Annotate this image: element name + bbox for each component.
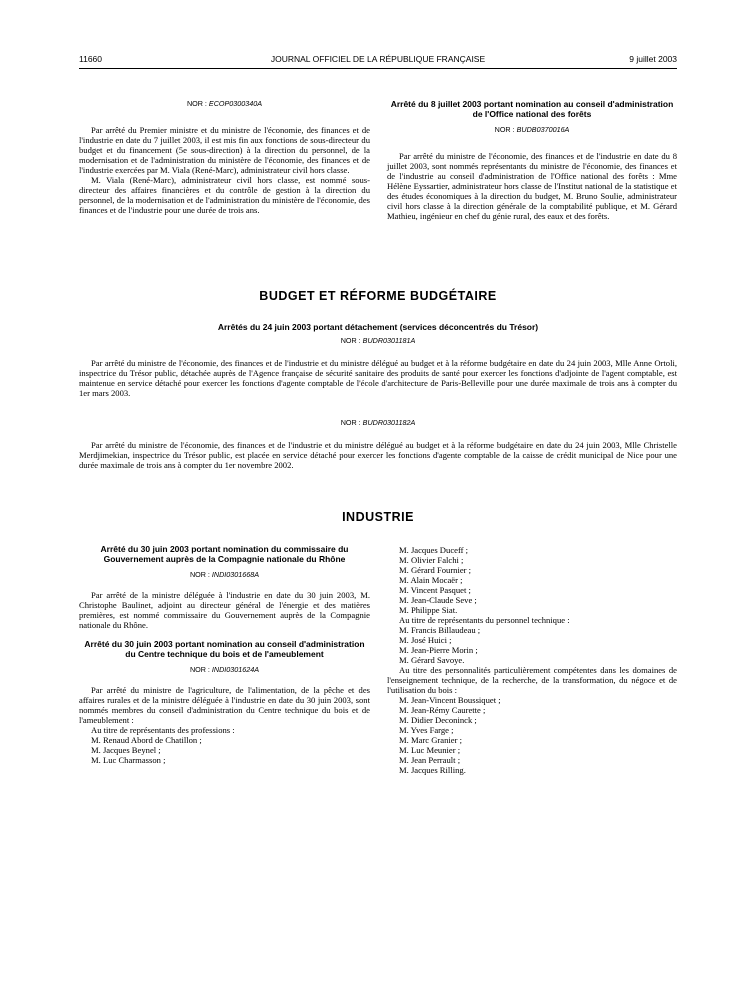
list-item: M. Jacques Beynel ; [91, 745, 161, 755]
arrete-paragraph: M. Viala (René-Marc), administrateur civil hors classe, est nommé sous-directeur des affaires financières et du contrôle de gestion à la direction du personnel, de la modernisation et de l'administration du ministère de l'économie, des finances et de l'industrie pour une durée de trois ans. [79, 175, 370, 215]
list-item: M. José Huici ; [399, 635, 452, 645]
journal-title: JOURNAL OFFICIEL DE LA RÉPUBLIQUE FRANÇAISE [270, 54, 486, 64]
nor-reference: NOR : BUDR0301182A [340, 417, 416, 427]
nor-reference: NOR : INDI0301668A [189, 570, 260, 579]
issue-date: 9 juillet 2003 [629, 54, 677, 64]
top-left-column [79, 99, 370, 215]
arrete-paragraph: Par arrêté du ministre de l'économie, des finances et de l'industrie et du ministre délégué au budget et à la réforme budgétaire en date du 24 juin 2003, Mlle Christelle Merdjimekian, inspectrice du Trésor public, est placée en service détaché pour exercer les fonctions d'agente comptable de la caisse de crédit municipal de Nice pour une durée maximale de trois ans à compter du 1er novembre 2002. [79, 439, 677, 470]
list-item: M. Vincent Pasquet ; [399, 585, 471, 595]
nor-code: BUDR0301182A [362, 417, 416, 427]
nor-reference: NOR : BUDB0370016A [494, 125, 570, 134]
arrete-title: Arrêté du 8 juillet 2003 portant nomination au conseil d'administration de l'Office national des forêts [390, 99, 674, 119]
list-item: M. Renaud Abord de Chatillon ; [91, 735, 202, 745]
page-number: 11660 [79, 54, 103, 64]
list-item: M. Jean-Vincent Boussiquet ; [399, 695, 501, 705]
list-heading: Au titre des personnalités particulièrement compétentes dans les domaines de l'enseignement technique, de la recherche, de la transformation, du négoce et de l'utilisation du bois : [387, 665, 677, 695]
industrie-right-column [387, 545, 677, 775]
header-rule [79, 68, 677, 69]
arrete-paragraph: Par arrêté du ministre de l'économie, des finances et de l'industrie en date du 8 juillet 2003, sont nommés représentants du ministre de l'économie, des finances et de l'industrie au conseil d'administration de l'Office national des forêts : Mme Hélène Eyssartier, administrateur hors classe de l'Institut national de la statistique et des études économiques à la direction du budget, M. Bruno Soulie, administrateur civil hors classe à la direction générale de la comptabilité publique, et M. Gérard Mathieu, ingénieur en chef du génie rural, des eaux et des forêts. [387, 151, 677, 221]
nor-reference: NOR : ECOP0300340A [186, 99, 263, 108]
nor-code: ECOP0300340A [208, 99, 263, 108]
list-item: M. Jean Perrault ; [399, 755, 461, 765]
list-item: M. Luc Charmasson ; [91, 755, 166, 765]
list-heading: Au titre de représentants du personnel technique : [399, 615, 570, 625]
list-item: M. Luc Meunier ; [399, 745, 461, 755]
budget-section [79, 323, 677, 470]
list-item: M. Jean-Claude Seve ; [399, 595, 477, 605]
list-item: M. Jean-Rémy Caurette ; [399, 705, 486, 715]
list-item: M. Marc Granier ; [399, 735, 462, 745]
arrete-paragraph: Par arrêté du ministre de l'agriculture, de l'alimentation, de la pêche et des affaires rurales et de la ministre déléguée à l'industrie en date du 30 juin 2003, sont nommés membres du conseil d'administration du Centre technique du bois et de l'ameublement : [79, 685, 370, 725]
list-item: M. Yves Farge ; [399, 725, 454, 735]
nor-code: BUDR0301181A [362, 335, 416, 345]
list-item: M. Jacques Rilling. [399, 765, 466, 775]
list-item: M. Didier Deconinck ; [399, 715, 477, 725]
nor-reference: NOR : INDI0301624A [189, 665, 260, 674]
list-item: M. Alain Mocaër ; [399, 575, 463, 585]
arrete-paragraph: Par arrêté du Premier ministre et du ministre de l'économie, des finances et de l'industrie en date du 7 juillet 2003, il est mis fin aux fonctions de sous-directeur du budget et du financement (5e sous-direction) à la direction du personnel, de la modernisation et de l'administration du ministère de l'économie, des finances et de l'industrie exercées par M. Viala (René-Marc), administrateur civil hors classe. [79, 125, 370, 175]
nor-reference: NOR : BUDR0301181A [340, 335, 416, 345]
list-item: M. Gérard Fournier ; [399, 565, 472, 575]
nor-code: BUDB0370016A [516, 125, 570, 134]
arrete-paragraph: Par arrêté de la ministre déléguée à l'industrie en date du 30 juin 2003, M. Christophe Baulinet, adjoint au directeur général de l'énergie et des matières premières, est nommé commissaire du Gouvernement auprès de la Compagnie nationale du Rhône. [79, 590, 370, 630]
arrete-title: Arrêtés du 24 juin 2003 portant détachement (services déconcentrés du Trésor) [217, 322, 539, 332]
arrete-paragraph: Par arrêté du ministre de l'économie, des finances et de l'industrie et du ministre délégué au budget et à la réforme budgétaire en date du 24 juin 2003, Mlle Anne Ortoli, inspectrice du Trésor public, détachée auprès de l'Agence française de sécurité sanitaire des produits de santé pour exercer les fonctions d'adjointe de l'agent comptable, est maintenue en service détaché pour exercer les fonctions d'agente comptable de l'école d'architecture de Paris-Belleville pour une durée maximale de trois ans à compter du 1er mars 2003. [79, 357, 677, 398]
industrie-left-column [79, 545, 370, 765]
list-item: M. Gérard Savoye. [399, 655, 465, 665]
nor-code: INDI0301624A [211, 665, 260, 674]
list-item: M. Olivier Falchi ; [399, 555, 464, 565]
list-item: M. Philippe Siat. [399, 605, 458, 615]
list-item: M. Jean-Pierre Morin ; [399, 645, 478, 655]
list-heading: Au titre de représentants des professions : [91, 725, 235, 735]
nor-code: INDI0301668A [211, 570, 260, 579]
top-right-column [387, 100, 677, 221]
arrete-title: Arrêté du 30 juin 2003 portant nomination du commissaire du Gouvernement auprès de la Compagnie nationale du Rhône [100, 544, 349, 564]
list-item: M. Jacques Duceff ; [399, 545, 469, 555]
section-title-industrie: INDUSTRIE [342, 510, 414, 524]
list-item: M. Francis Billaudeau ; [399, 625, 481, 635]
section-title-budget: BUDGET ET RÉFORME BUDGÉTAIRE [259, 289, 497, 303]
arrete-title: Arrêté du 30 juin 2003 portant nomination au conseil d'administration du Centre technique du bois et de l'ameublement [84, 639, 365, 659]
